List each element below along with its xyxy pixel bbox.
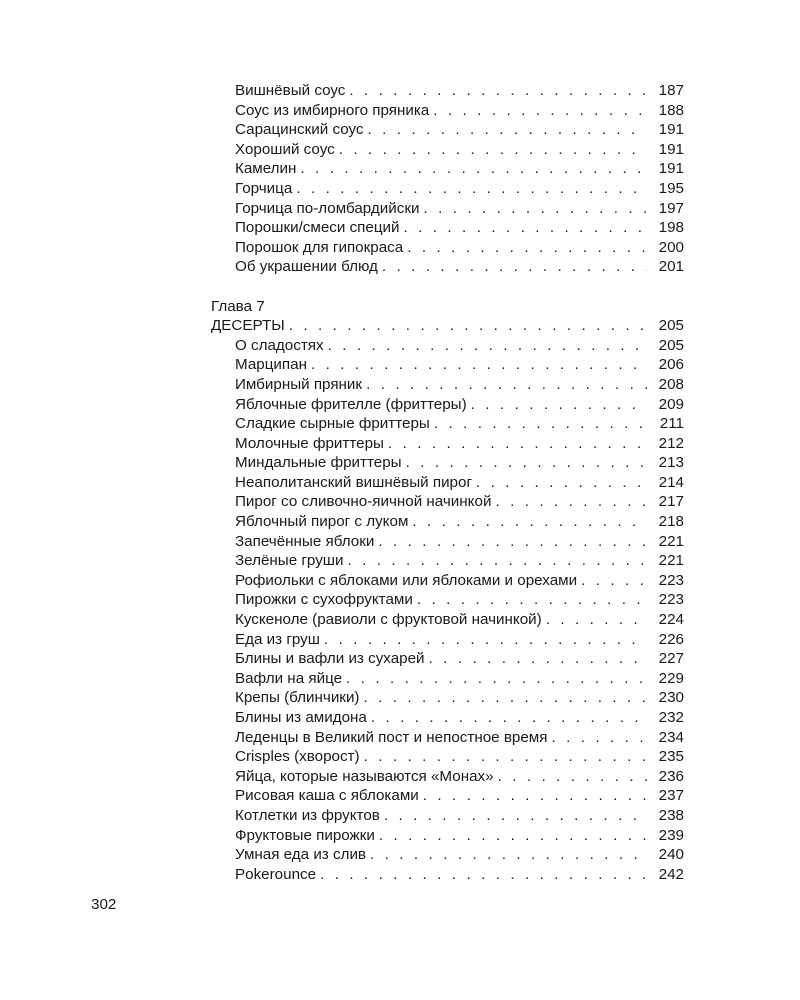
toc-entry-title: Вишнёвый соус — [235, 82, 346, 99]
dot-leader — [495, 492, 647, 512]
toc-entry-title: Пирожки с сухофруктами — [235, 591, 413, 609]
toc-entry-page: 230 — [658, 689, 684, 707]
chapter-title-row[interactable] — [211, 316, 684, 336]
toc-entry-page: 217 — [658, 493, 684, 511]
toc-entry-page: 214 — [658, 473, 684, 491]
toc-entry-page: 209 — [658, 395, 684, 413]
toc-entry-page: 206 — [658, 356, 684, 374]
toc-entry[interactable] — [211, 218, 684, 238]
toc-entry-page: 240 — [658, 846, 684, 864]
dot-leader — [433, 101, 647, 121]
toc-entry[interactable] — [211, 610, 684, 630]
toc-entry[interactable] — [211, 355, 684, 375]
toc-entry[interactable] — [211, 453, 684, 473]
toc-entry-title: Хороший соус — [235, 140, 335, 158]
toc-entry-title: Крепы (блинчики) — [235, 689, 360, 707]
toc-entry[interactable] — [211, 590, 684, 610]
toc-entry[interactable] — [211, 630, 684, 650]
toc-entry-page: 200 — [658, 238, 684, 256]
dot-leader — [346, 669, 647, 689]
chapter-gap — [211, 277, 684, 297]
dot-leader — [371, 708, 647, 728]
toc-entry-page: 237 — [658, 787, 684, 805]
toc-entry[interactable] — [211, 238, 684, 258]
dot-leader — [384, 806, 647, 826]
dot-leader — [546, 610, 647, 630]
toc-entry-title: Рисовая каша с яблоками — [235, 787, 419, 805]
toc-entry[interactable] — [211, 395, 684, 415]
dot-leader — [328, 336, 647, 356]
dot-leader — [378, 532, 647, 552]
toc-entry-title: Кускеноле (равиоли с фруктовой начинкой) — [235, 611, 542, 629]
toc-entry-title: О сладостях — [235, 336, 324, 354]
toc-entry-title: Умная еда из слив — [235, 846, 366, 864]
dot-leader — [498, 767, 647, 787]
toc-entry-page: 205 — [658, 336, 684, 354]
dot-leader — [423, 199, 647, 219]
toc-entry-title: Запечённые яблоки — [235, 532, 375, 550]
toc-entry[interactable] — [211, 140, 684, 160]
toc-entry[interactable] — [211, 101, 684, 121]
toc-entry-page: 191 — [658, 121, 684, 139]
toc-entry-page: 191 — [658, 140, 684, 158]
dot-leader — [366, 375, 647, 395]
toc-entry[interactable] — [211, 492, 684, 512]
toc-entry-title: Блины из амидона — [235, 709, 367, 726]
toc-entry-title: Об украшении блюд — [235, 258, 378, 276]
toc-entry-title: Марципан — [235, 356, 307, 374]
toc-entry-page: 223 — [658, 571, 684, 589]
previous-chapter-entries — [211, 81, 684, 277]
dot-leader — [476, 473, 647, 493]
toc-entry-page: 232 — [658, 709, 684, 726]
toc-entry-page: 195 — [658, 179, 684, 197]
dot-leader — [300, 159, 647, 179]
toc-entry-title: Зелёные груши — [235, 552, 344, 570]
dot-leader — [364, 688, 648, 708]
toc-entry-title: Горчица — [235, 179, 293, 197]
toc-entry-title: Пирог со сливочно-яичной начинкой — [235, 493, 492, 511]
dot-leader — [388, 434, 647, 454]
dot-leader — [417, 590, 647, 610]
dot-leader — [370, 845, 647, 865]
toc-entry-page: 234 — [658, 728, 684, 746]
dot-leader — [347, 551, 647, 571]
toc-entry-page: 235 — [658, 748, 684, 766]
dot-leader — [320, 865, 647, 885]
toc-entry-title: Сарацинский соус — [235, 121, 364, 139]
toc-entry-page: 236 — [658, 767, 684, 785]
toc-entry[interactable] — [211, 728, 684, 748]
toc-entry[interactable] — [211, 767, 684, 787]
dot-leader — [382, 257, 647, 277]
toc-entry-title: Котлетки из фруктов — [235, 806, 380, 824]
toc-entry-title: Яблочные фрителле (фриттеры) — [235, 395, 467, 413]
toc-entry[interactable] — [211, 257, 684, 277]
toc-entry[interactable] — [211, 688, 684, 708]
toc-entry[interactable] — [211, 806, 684, 826]
toc-entry[interactable] — [211, 159, 684, 179]
dot-leader — [379, 826, 647, 846]
toc-entry[interactable] — [211, 708, 684, 728]
toc-entry-page: 187 — [658, 82, 684, 99]
toc-entry-page: 239 — [658, 826, 684, 844]
dot-leader — [406, 453, 647, 473]
dot-leader — [581, 571, 647, 591]
dot-leader — [296, 179, 647, 199]
toc-entry[interactable] — [211, 199, 684, 219]
toc-entry-title: Рофиольки с яблоками или яблоками и орехами — [235, 571, 578, 589]
dot-leader — [339, 140, 647, 160]
toc-entry-title: Порошки/смеси специй — [235, 219, 400, 237]
dot-leader — [404, 218, 648, 238]
toc-entry[interactable] — [211, 845, 684, 865]
toc-entry[interactable] — [211, 747, 684, 767]
toc-entry-page: 223 — [658, 591, 684, 609]
toc-entry[interactable] — [211, 649, 684, 669]
toc-entry[interactable] — [211, 336, 684, 356]
toc-entry-page: 201 — [658, 258, 684, 276]
dot-leader — [407, 238, 647, 258]
toc-entry-page: 211 — [659, 415, 684, 433]
toc-entry-page: 212 — [658, 434, 684, 452]
toc-entry[interactable] — [211, 414, 684, 434]
toc-entry-title: Pokerounce — [235, 865, 317, 883]
dot-leader — [429, 649, 647, 669]
toc-entry[interactable] — [211, 865, 684, 885]
dot-leader — [324, 630, 647, 650]
page-number: 302 — [91, 896, 117, 913]
toc-entry-page: 221 — [658, 552, 684, 570]
toc-entry-title: Леденцы в Великий пост и непостное время — [235, 728, 548, 746]
toc-entry[interactable] — [211, 571, 684, 591]
toc-entry-page: 227 — [658, 650, 684, 668]
toc-entry-page: 218 — [658, 513, 684, 531]
toc-entry[interactable] — [211, 551, 684, 571]
chapter-title: ДЕСЕРТЫ — [211, 317, 285, 335]
toc-entry-title: Яйца, которые называются «Монах» — [235, 767, 494, 785]
toc-entry[interactable] — [211, 669, 684, 689]
toc-entry-title: Crisples (хворост) — [235, 748, 360, 766]
toc-entry-page: 198 — [658, 219, 684, 237]
toc-entry-title: Неаполитанский вишнёвый пирог — [235, 473, 472, 491]
toc-entry-title: Камелин — [235, 160, 297, 178]
toc-entry-page: 191 — [658, 160, 684, 178]
toc-entry-page: 229 — [658, 669, 684, 687]
dot-leader — [364, 747, 647, 767]
toc-entry[interactable] — [211, 81, 684, 101]
toc-entry[interactable] — [211, 512, 684, 532]
toc-entry-page: 197 — [658, 199, 684, 217]
dot-leader — [423, 786, 647, 806]
toc-entry-page: 213 — [658, 454, 684, 472]
dot-leader — [349, 81, 647, 101]
toc-entry-title: Имбирный пряник — [235, 375, 363, 393]
toc-entry-title: Соус из имбирного пряника — [235, 101, 430, 119]
chapter-entries — [211, 336, 684, 885]
toc-entry-page: 238 — [658, 806, 684, 824]
toc-entry-title: Порошок для гипокраса — [235, 238, 404, 256]
toc-entry-title: Еда из груш — [235, 630, 320, 648]
toc-entry-title: Яблочный пирог с луком — [235, 513, 409, 531]
toc-entry[interactable] — [211, 473, 684, 493]
toc-entry-title: Фруктовые пирожки — [235, 826, 375, 844]
dot-leader — [551, 728, 647, 748]
toc-entry-title: Горчица по-ломбардийски — [235, 199, 420, 217]
dot-leader — [311, 355, 647, 375]
toc-entry-title: Миндальные фриттеры — [235, 454, 402, 472]
toc-entry[interactable] — [211, 786, 684, 806]
toc-entry-title: Сладкие сырные фриттеры — [235, 415, 430, 433]
toc-entry-page: 221 — [658, 532, 684, 550]
toc-entry-title: Блины и вафли из сухарей — [235, 650, 425, 668]
toc-entry[interactable] — [211, 532, 684, 552]
toc-entry[interactable] — [211, 120, 684, 140]
dot-leader — [434, 414, 647, 434]
toc-entry[interactable] — [211, 375, 684, 395]
toc-entry[interactable] — [211, 179, 684, 199]
dot-leader — [289, 316, 647, 336]
toc-entry-page: 188 — [658, 101, 684, 119]
chapter-label: Глава 7 — [211, 297, 265, 315]
dot-leader — [412, 512, 647, 532]
chapter-page: 205 — [658, 317, 684, 335]
toc-entry-page: 226 — [658, 630, 684, 648]
toc-entry[interactable] — [211, 826, 684, 846]
table-of-contents — [211, 81, 684, 884]
toc-entry[interactable] — [211, 434, 684, 454]
toc-entry-page: 208 — [658, 375, 684, 393]
toc-entry-title: Молочные фриттеры — [235, 434, 384, 452]
toc-entry-title: Вафли на яйце — [235, 669, 343, 687]
dot-leader — [368, 120, 647, 140]
dot-leader — [471, 395, 647, 415]
toc-entry-page: 242 — [658, 865, 684, 883]
toc-entry-page: 224 — [658, 611, 684, 629]
